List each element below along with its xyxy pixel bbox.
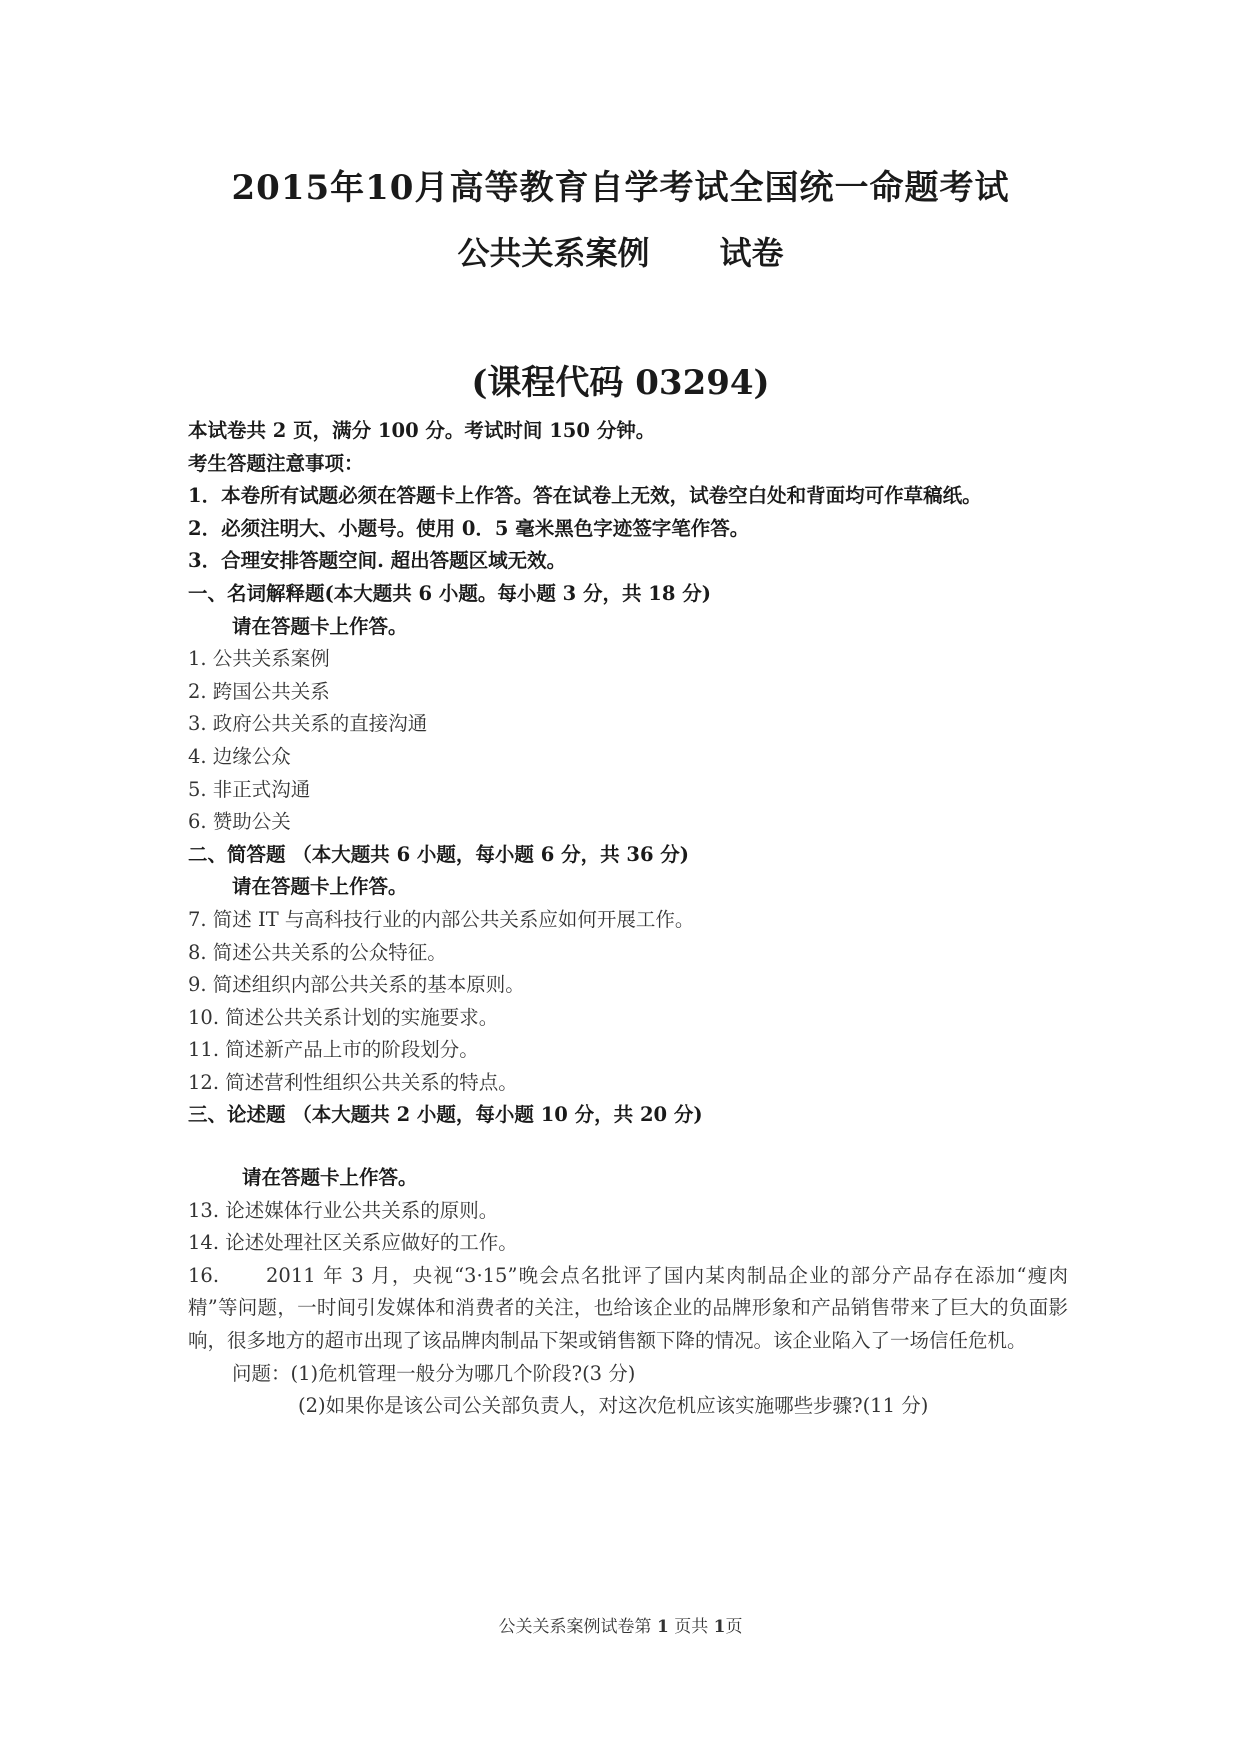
notice-item: 2．必须注明大、小题号。使用 0．5 毫米黑色字迹签字笔作答。 [188, 516, 750, 540]
course-code: (课程代码 03294) [471, 363, 770, 403]
footer-suffix: 页 [725, 1617, 743, 1637]
footer-prefix: 公关关系案例试卷第 [498, 1617, 652, 1637]
exam-subtitle [0, 228, 1241, 274]
footer-page-number: 1 [656, 1617, 669, 1637]
question-item: 11. 简述新产品上市的阶段划分。 [188, 1038, 479, 1062]
notice-heading: 考生答题注意事项： [188, 451, 364, 475]
section-instruction-1: 请在答题卡上作答。 [232, 614, 408, 638]
case-question-1: 问题：(1)危机管理一般分为哪几个阶段?(3 分) [232, 1361, 636, 1385]
footer-total-pages: 1 [713, 1617, 726, 1637]
section-instruction-3: 请在答题卡上作答。 [242, 1166, 418, 1190]
question-item: 2. 跨国公共关系 [188, 679, 330, 703]
section-heading-3: 三、论述题 （本大题共 2 小题，每小题 10 分，共 20 分) [188, 1103, 703, 1127]
page-footer [0, 1612, 1241, 1637]
footer-middle: 页共 [674, 1617, 709, 1637]
question-item: 7. 简述 IT 与高科技行业的内部公共关系应如何开展工作。 [188, 907, 695, 931]
exam-body [188, 415, 1068, 1423]
question-item: 4. 边缘公众 [188, 744, 291, 768]
question-item: 10. 简述公共关系计划的实施要求。 [188, 1005, 499, 1029]
exam-title: 2015年10月高等教育自学考试全国统一命题考试 [231, 168, 1010, 208]
notice-item: 1．本卷所有试题必须在答题卡上作答。答在试卷上无效，试卷空白处和背面均可作草稿纸。 [188, 484, 982, 508]
question-item: 12. 简述营利性组织公共关系的特点。 [188, 1070, 518, 1094]
section-heading-1: 一、名词解释题(本大题共 6 小题。每小题 3 分，共 18 分) [188, 581, 711, 605]
question-item: 3. 政府公共关系的直接沟通 [188, 712, 428, 736]
case-number: 16. [188, 1263, 220, 1287]
notice-item: 3．合理安排答题空间. 超出答题区域无效。 [188, 549, 567, 573]
question-item: 13. 论述媒体行业公共关系的原则。 [188, 1198, 499, 1222]
question-item: 6. 赞助公关 [188, 810, 291, 834]
question-item: 5. 非正式沟通 [188, 777, 311, 801]
case-text: 2011 年 3 月，央视“3·15”晚会点名批评了国内某肉制品企业的部分产品存在添加“瘦肉精”等问题，一时间引发媒体和消费者的关注，也给该企业的品牌形象和产品销售带来了巨大的负面影响，很多地方的超市出现了该品牌肉制品下架或销售额下降的情况。该企业陷入了一场信任危机。 [188, 1263, 1068, 1353]
paper-label: 试卷 [719, 234, 784, 272]
question-item: 14. 论述处理社区关系应做好的工作。 [188, 1231, 518, 1255]
subject-name: 公共关系案例 [457, 234, 650, 272]
question-item: 9. 简述组织内部公共关系的基本原则。 [188, 973, 525, 997]
paper-summary: 本试卷共 2 页，满分 100 分。考试时间 150 分钟。 [188, 419, 656, 442]
section-instruction-2: 请在答题卡上作答。 [232, 875, 408, 899]
case-question-2: (2)如果你是该公司公关部负责人，对这次危机应该实施哪些步骤?(11 分) [298, 1394, 929, 1418]
case-study [188, 1260, 1068, 1358]
section-heading-2: 二、简答题 （本大题共 6 小题，每小题 6 分，共 36 分) [188, 842, 690, 866]
question-item: 1. 公共关系案例 [188, 647, 330, 671]
question-item: 8. 简述公共关系的公众特征。 [188, 940, 447, 964]
